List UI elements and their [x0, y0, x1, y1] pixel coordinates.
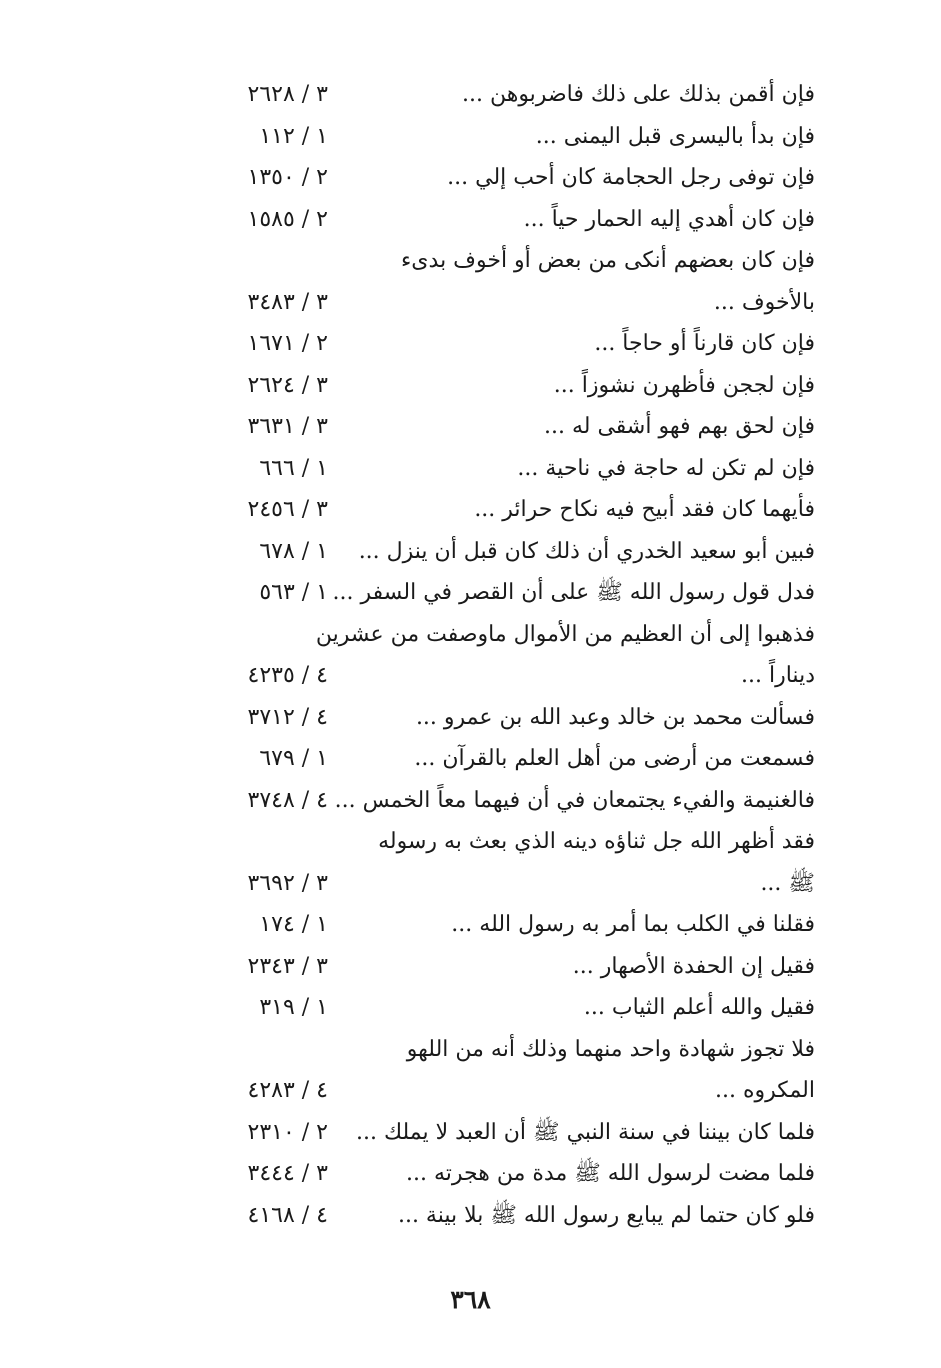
volume-page-ref: ٣ / ٣٤٤٤: [247, 1161, 328, 1186]
entry-text: ديناراً ...: [741, 663, 815, 688]
volume-page-ref: ١ / ٥٦٣: [259, 580, 328, 605]
index-list: [210, 74, 815, 1236]
volume-page-ref: ٣ / ٢٦٢٤: [247, 372, 328, 398]
entry-text: فإن لم تكن له حاجة في ناحية ...: [517, 455, 815, 481]
entry-text: فإن كان قارناً أو حاجاً ...: [594, 331, 815, 356]
volume-page-ref: ٣ / ٢٦٢٨: [247, 82, 328, 107]
entry-text: فإن كان أهدي إليه الحمار حياً ...: [523, 206, 815, 232]
index-row: [210, 116, 815, 158]
index-row: [210, 531, 815, 573]
entry-text: فلما مضت لرسول الله ﷺ مدة من هجرته ...: [406, 1161, 815, 1186]
entry-text: فلا تجوز شهادة واحد منهما وذلك أنه من اللهو: [406, 1036, 815, 1062]
entry-text: بالأخوف ...: [713, 289, 815, 315]
entry-text: فإن لحق بهم فهو أشقى له ...: [543, 414, 815, 439]
entry-text: فإن أقمن بذلك على ذلك فاضربوهن ...: [462, 82, 815, 107]
entry-text: فسمعت من أرضى من أهل العلم بالقرآن ...: [414, 746, 815, 771]
index-row: [210, 987, 815, 1029]
index-row: [210, 738, 815, 780]
index-row: [210, 697, 815, 739]
volume-page-ref: ١ / ٦٧٨: [259, 538, 328, 564]
volume-page-ref: ٣ / ٣٦٩٢: [247, 870, 328, 896]
entry-text: فسألت محمد بن خالد وعبد الله بن عمرو ...: [415, 704, 815, 730]
index-row: [210, 157, 815, 199]
volume-page-ref: ٤ / ٤٢٨٣: [247, 1078, 328, 1103]
entry-text: فإن كان بعضهم أنكى من بعض أو أخوف بدىء: [400, 248, 815, 273]
index-row: [210, 282, 815, 324]
entry-text: فذهبوا إلى أن العظيم من الأموال ماوصفت من عشرين: [315, 621, 815, 647]
volume-page-ref: ٤ / ٤٢٣٥: [247, 663, 328, 688]
volume-page-ref: ١ / ٦٦٦: [259, 455, 328, 481]
volume-page-ref: ٣ / ٢٤٥٦: [247, 497, 328, 522]
index-row: [210, 1153, 815, 1195]
volume-page-ref: ٤ / ٣٧١٢: [247, 704, 328, 730]
volume-page-ref: ٢ / ١٦٧١: [247, 331, 328, 356]
page-number: ٣٦٨: [450, 1285, 491, 1314]
entry-text: فإن بدأ باليسرى قبل اليمنى ...: [535, 123, 815, 149]
entry-text: فقيل إن الحفدة الأصهار ...: [572, 953, 815, 979]
entry-text: فقد أظهر الله جل ثناؤه دينه الذي بعث به رسوله: [378, 829, 815, 854]
entry-text: فبين أبو سعيد الخدري أن ذلك كان قبل أن ينزل ...: [358, 538, 815, 564]
index-row: [210, 572, 815, 614]
entry-text: فلو كان حتما لم يبايع رسول الله ﷺ بلا بينة ...: [397, 1202, 815, 1228]
index-row: [210, 614, 815, 656]
index-row: [210, 655, 815, 697]
entry-text: ﷺ ...: [760, 870, 815, 896]
entry-text: فالغنيمة والفيء يجتمعان في أن فيهما معاً الخمس ...: [334, 787, 815, 813]
index-row: [210, 1029, 815, 1071]
entry-text: فأيهما كان فقد أبيح فيه نكاح حرائر ...: [474, 497, 815, 522]
volume-page-ref: ٣ / ٣٦٣١: [247, 414, 328, 439]
volume-page-ref: ١ / ١٧٤: [259, 912, 328, 937]
index-row: [210, 489, 815, 531]
volume-page-ref: ٢ / ١٥٨٥: [247, 206, 328, 232]
index-row: [210, 1112, 815, 1154]
volume-page-ref: ٣ / ٣٤٨٣: [247, 289, 328, 315]
entry-text: فإن توفى رجل الحجامة كان أحب إلي ...: [447, 165, 815, 190]
entry-text: فقلنا في الكلب بما أمر به رسول الله ...: [451, 912, 815, 937]
entry-text: المكروه ...: [715, 1078, 815, 1103]
volume-page-ref: ٢ / ١٣٥٠: [247, 165, 328, 190]
index-row: [210, 448, 815, 490]
index-row: [210, 863, 815, 905]
index-row: [210, 904, 815, 946]
index-row: [210, 323, 815, 365]
entry-text: فدل قول رسول الله ﷺ على أن القصر في السفر ...: [332, 580, 815, 605]
volume-page-ref: ٤ / ٣٧٤٨: [247, 787, 328, 813]
index-row: [210, 780, 815, 822]
index-row: [210, 240, 815, 282]
entry-text: فإن لججن فأظهرن نشوزاً ...: [553, 372, 815, 398]
volume-page-ref: ٤ / ٤١٦٨: [247, 1202, 328, 1228]
volume-page-ref: ٢ / ٢٣١٠: [247, 1119, 328, 1145]
volume-page-ref: ١ / ٣١٩: [259, 995, 328, 1020]
volume-page-ref: ١ / ١١٢: [259, 123, 328, 149]
entry-text: فقيل والله أعلم الثياب ...: [583, 995, 815, 1020]
volume-page-ref: ٣ / ٢٣٤٣: [247, 953, 328, 979]
index-row: [210, 199, 815, 241]
index-row: [210, 365, 815, 407]
index-row: [210, 406, 815, 448]
entry-text: فلما كان بيننا في سنة النبي ﷺ أن العبد لا يملك ...: [355, 1119, 815, 1145]
index-row: [210, 1070, 815, 1112]
index-row: [210, 821, 815, 863]
volume-page-ref: ١ / ٦٧٩: [259, 746, 328, 771]
index-row: [210, 74, 815, 116]
index-row: [210, 946, 815, 988]
index-row: [210, 1195, 815, 1237]
